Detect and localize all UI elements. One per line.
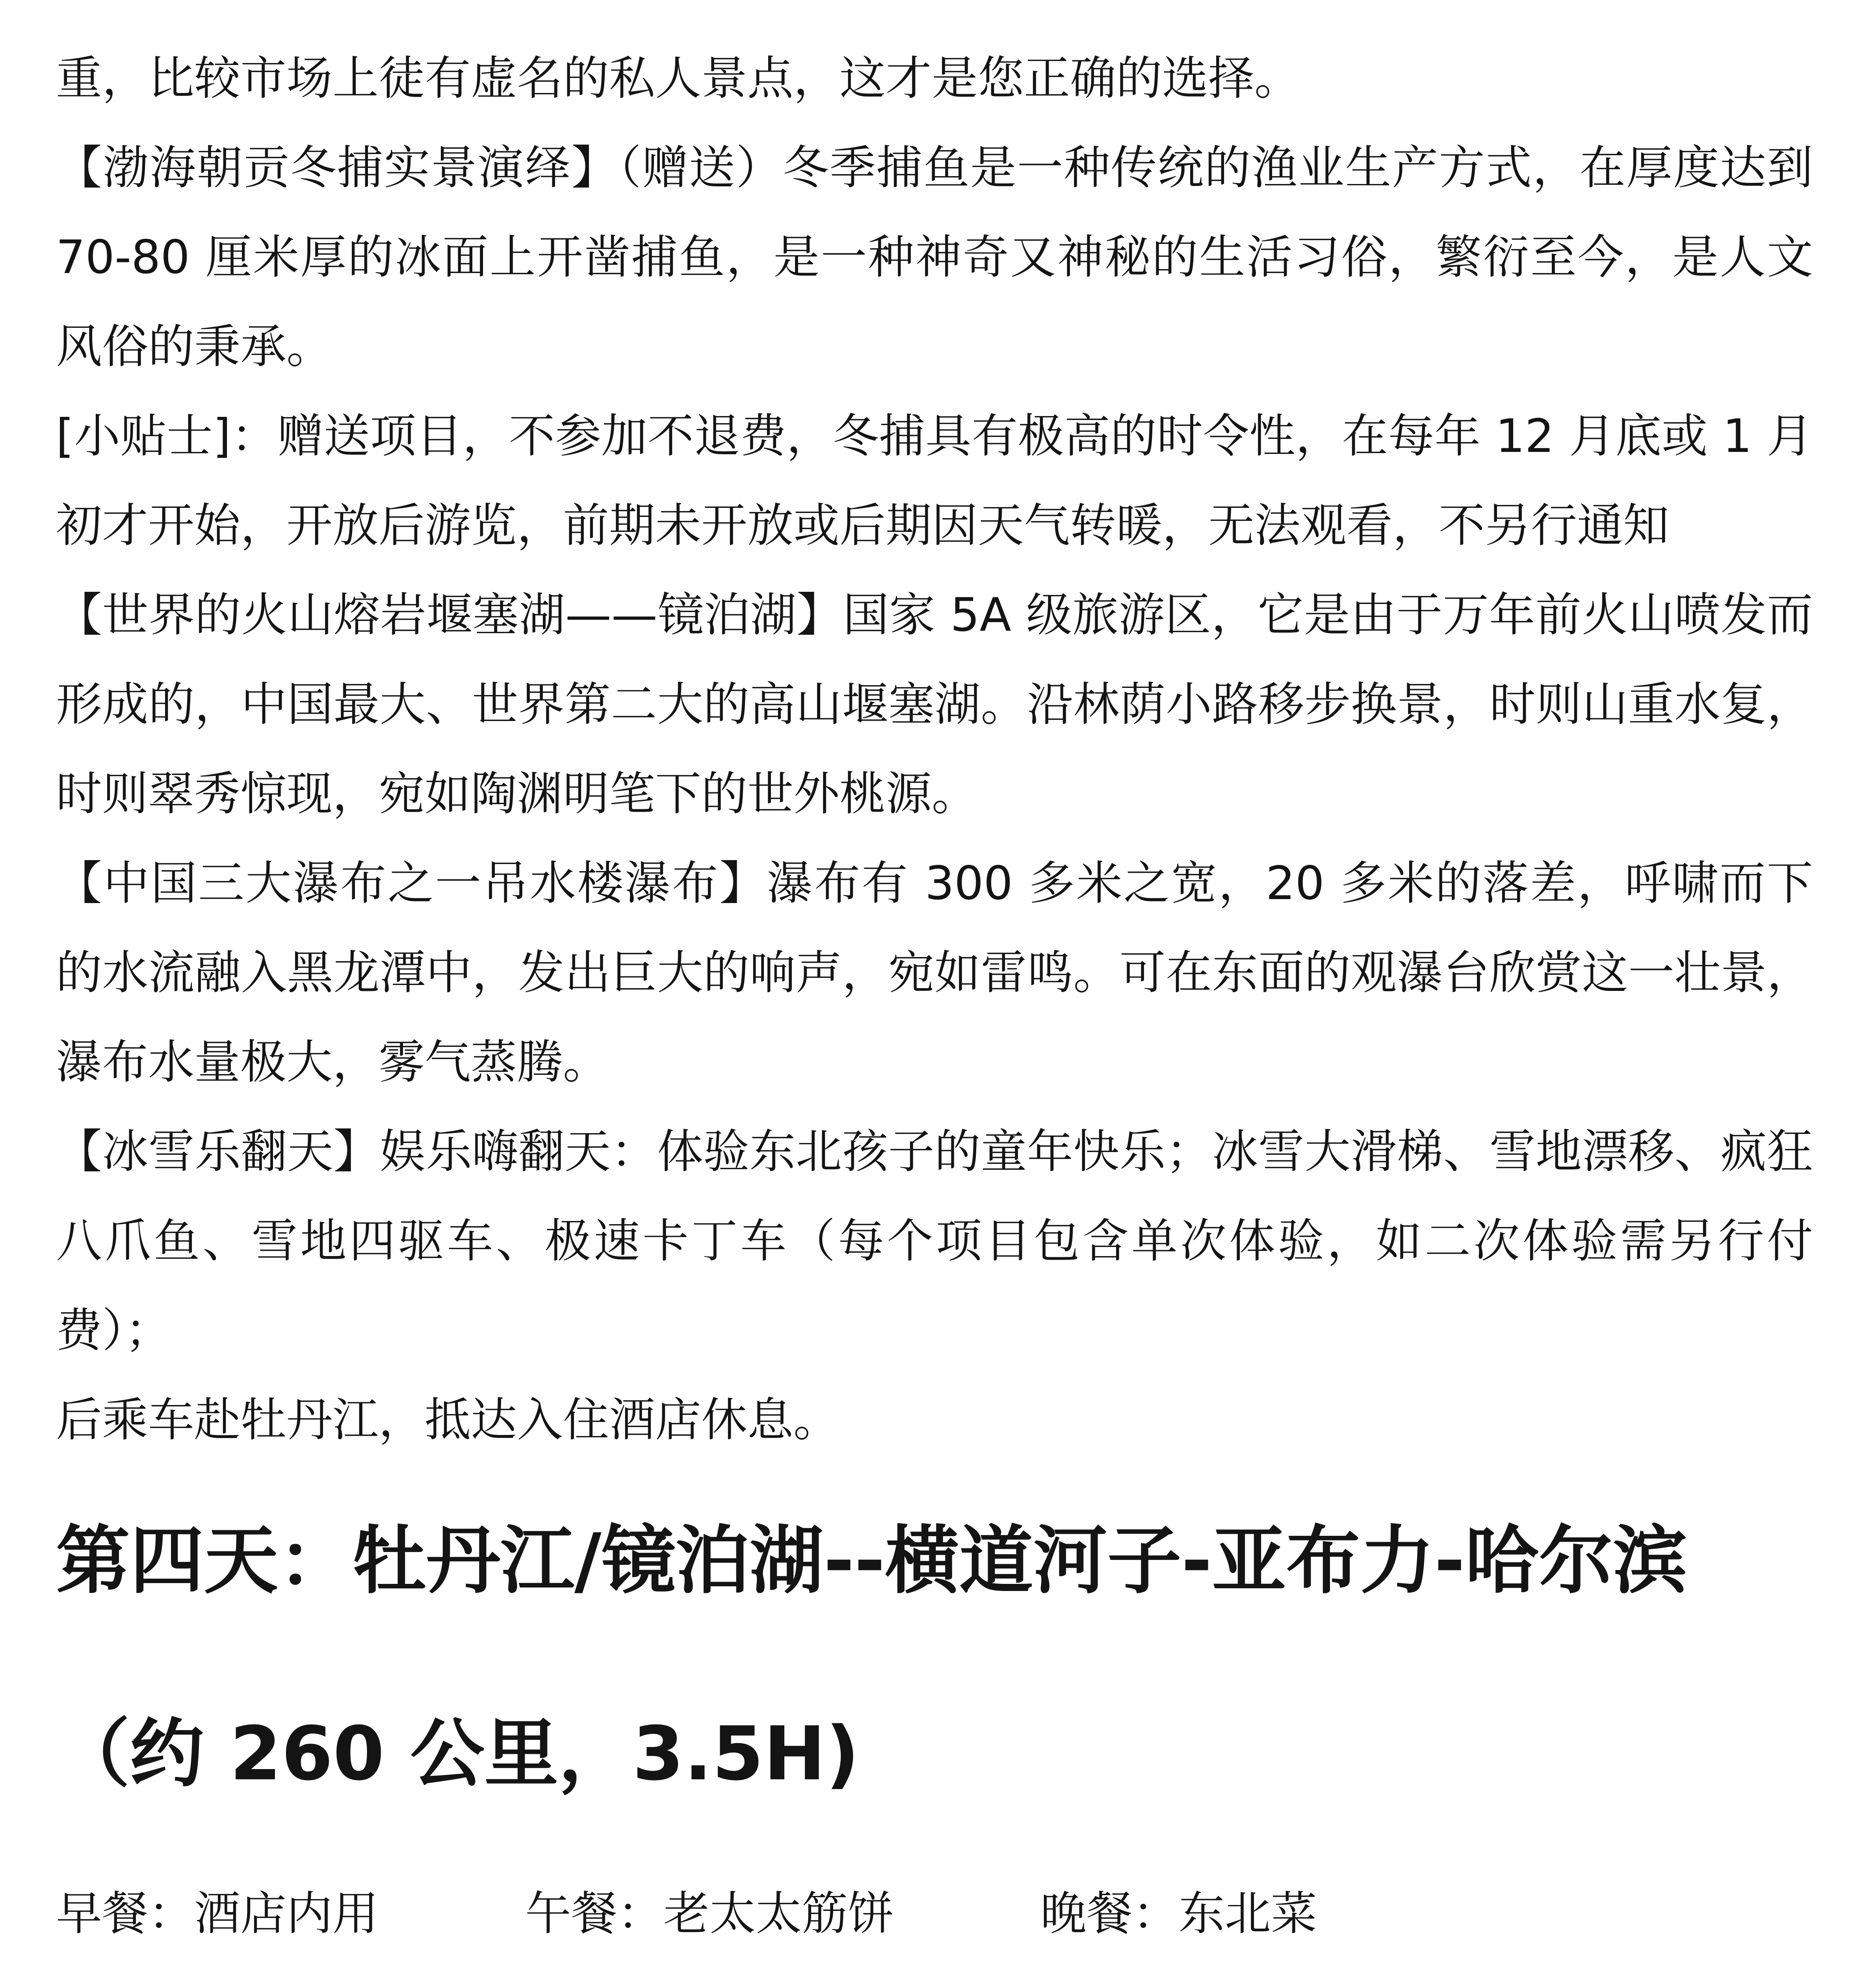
paragraph-waterfall: 【中国三大瀑布之一吊水楼瀑布】瀑布有 300 多米之宽，20 多米的落差，呼啸而下的水流融入黑龙潭中，发出巨大的响声，宛如雷鸣。可在东面的观瀑台欣赏这一壮景，瀑布水量极大，雾气蒸腾。	[56, 856, 1813, 1089]
paragraph-jingpo-lake: 【世界的火山熔岩堰塞湖——镜泊湖】国家 5A 级旅游区，它是由于万年前火山喷发而形成的，中国最大、世界第二大的高山堰塞湖。沿林荫小路移步换景，时则山重水复，时则翠秀惊现，宛如陶渊明笔下的世外桃源。	[56, 588, 1813, 821]
paragraph-intro-end: 重，比较市场上徒有虚名的私人景点，这才是您正确的选择。	[56, 51, 1301, 105]
paragraph-transfer: 后乘车赴牡丹江，抵达入住酒店休息。	[56, 1393, 840, 1447]
paragraph-tips: [小贴士]：赠送项目，不参加不退费，冬捕具有极高的时令性，在每年 12 月底或 1 月初才开始，开放后游览，前期未开放或后期因天气转暖，无法观看，不另行通知	[56, 409, 1813, 552]
paragraph-ice-snow-fun: 【冰雪乐翻天】娱乐嗨翻天：体验东北孩子的童年快乐；冰雪大滑梯、雪地漂移、疯狂八爪鱼、雪地四驱车、极速卡丁车（每个项目包含单次体验，如二次体验需另行付费）；	[56, 1124, 1813, 1357]
meals-line	[56, 1851, 1813, 1970]
breakfast-label: 早餐：酒店内用	[56, 1886, 379, 1940]
document-page	[56, 33, 1813, 1970]
paragraph-winter-fishing: 【渤海朝贡冬捕实景演绎】（赠送）冬季捕鱼是一种传统的渔业生产方式，在厚度达到 70-80 厘米厚的冰面上开凿捕鱼，是一种神奇又神秘的生活习俗，繁衍至今，是人文风俗的秉承。	[56, 141, 1813, 374]
lunch-label: 午餐：老太太筋饼	[525, 1886, 894, 1940]
dinner-label: 晚餐：东北菜	[1040, 1886, 1317, 1940]
day4-heading: 第四天：牡丹江/镜泊湖--横道河子-亚布力-哈尔滨（约 260 公里，3.5H)	[56, 1518, 1687, 1797]
